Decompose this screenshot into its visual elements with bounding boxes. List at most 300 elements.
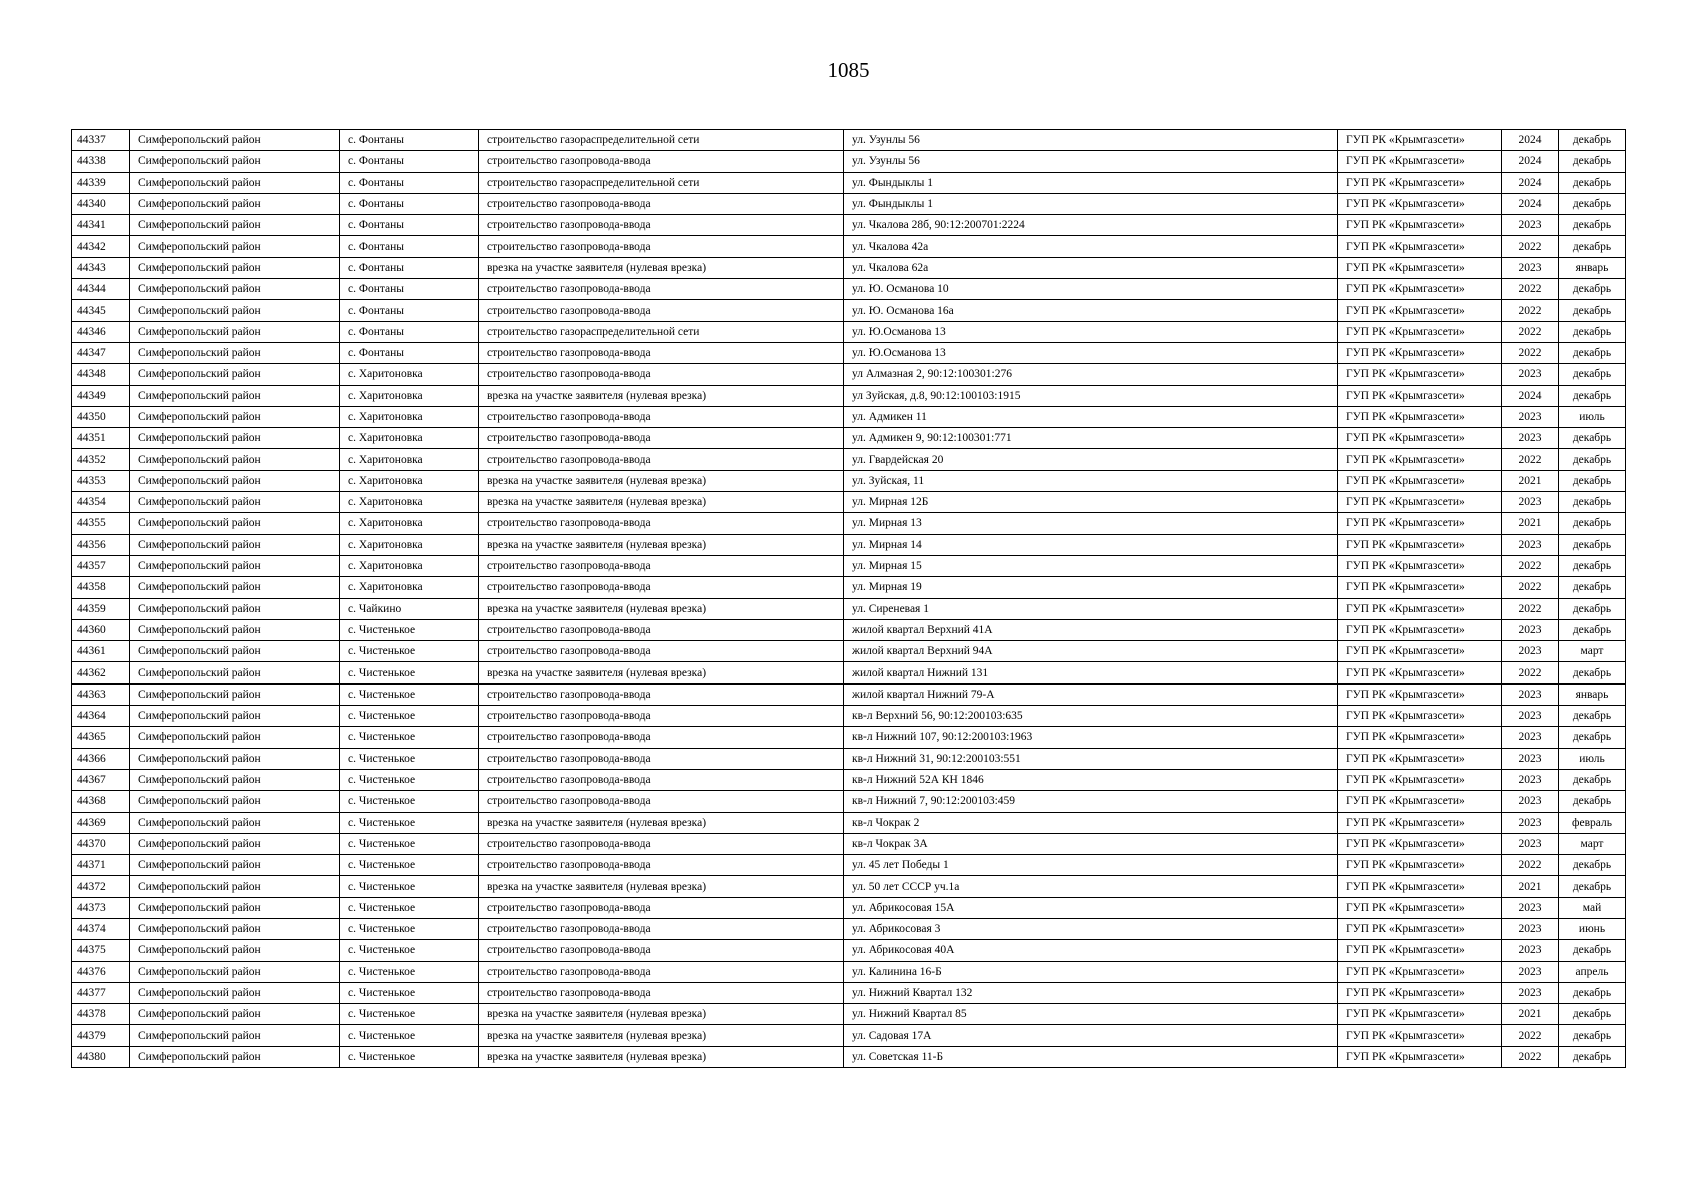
month-cell: декабрь [1559, 215, 1626, 236]
district-cell: Симферопольский район [130, 406, 340, 427]
row-number: 44352 [72, 449, 130, 470]
address-cell: ул. Сиреневая 1 [844, 598, 1338, 619]
address-cell: ул. 50 лет СССР уч.1а [844, 876, 1338, 897]
year-cell: 2023 [1502, 940, 1559, 961]
table-row [72, 833, 1626, 854]
month-cell: декабрь [1559, 279, 1626, 300]
table-row [72, 257, 1626, 278]
locality-cell: с. Чистенькое [340, 940, 479, 961]
table-row [72, 406, 1626, 427]
year-cell: 2023 [1502, 215, 1559, 236]
address-cell: кв-л Чокрак 2 [844, 812, 1338, 833]
year-cell: 2022 [1502, 236, 1559, 257]
row-number: 44343 [72, 257, 130, 278]
operator-cell: ГУП РК «Крымгазсети» [1338, 1004, 1502, 1025]
row-number: 44378 [72, 1004, 130, 1025]
locality-cell: с. Харитоновка [340, 364, 479, 385]
row-number: 44357 [72, 555, 130, 576]
table-row [72, 534, 1626, 555]
row-number: 44363 [72, 684, 130, 706]
year-cell: 2021 [1502, 876, 1559, 897]
district-cell: Симферопольский район [130, 855, 340, 876]
work-type-cell: врезка на участке заявителя (нулевая врезка) [479, 492, 844, 513]
address-cell: ул. Абрикосовая 40А [844, 940, 1338, 961]
locality-cell: с. Чистенькое [340, 1004, 479, 1025]
district-cell: Симферопольский район [130, 769, 340, 790]
operator-cell: ГУП РК «Крымгазсети» [1338, 727, 1502, 748]
year-cell: 2022 [1502, 555, 1559, 576]
year-cell: 2023 [1502, 748, 1559, 769]
month-cell: декабрь [1559, 449, 1626, 470]
locality-cell: с. Фонтаны [340, 300, 479, 321]
district-cell: Симферопольский район [130, 1004, 340, 1025]
address-cell: ул. Ю. Османова 10 [844, 279, 1338, 300]
work-type-cell: врезка на участке заявителя (нулевая врезка) [479, 1004, 844, 1025]
table-row [72, 279, 1626, 300]
address-cell: ул. Ю. Османова 16а [844, 300, 1338, 321]
district-cell: Симферопольский район [130, 257, 340, 278]
address-cell: ул. Абрикосовая 15А [844, 897, 1338, 918]
table-row [72, 982, 1626, 1003]
table-row [72, 855, 1626, 876]
month-cell: март [1559, 641, 1626, 662]
month-cell: апрель [1559, 961, 1626, 982]
table-row [72, 1046, 1626, 1067]
district-cell: Симферопольский район [130, 812, 340, 833]
locality-cell: с. Чистенькое [340, 1025, 479, 1046]
work-type-cell: строительство газопровода-ввода [479, 918, 844, 939]
locality-cell: с. Чистенькое [340, 918, 479, 939]
table-row [72, 172, 1626, 193]
row-number: 44353 [72, 470, 130, 491]
address-cell: ул. Ю.Османова 13 [844, 321, 1338, 342]
work-type-cell: врезка на участке заявителя (нулевая врезка) [479, 662, 844, 684]
operator-cell: ГУП РК «Крымгазсети» [1338, 513, 1502, 534]
address-cell: ул. Калинина 16-Б [844, 961, 1338, 982]
address-cell: ул. Абрикосовая 3 [844, 918, 1338, 939]
operator-cell: ГУП РК «Крымгазсети» [1338, 577, 1502, 598]
month-cell: декабрь [1559, 342, 1626, 363]
work-type-cell: строительство газопровода-ввода [479, 619, 844, 640]
row-number: 44377 [72, 982, 130, 1003]
district-cell: Симферопольский район [130, 748, 340, 769]
locality-cell: с. Чистенькое [340, 684, 479, 706]
operator-cell: ГУП РК «Крымгазсети» [1338, 130, 1502, 151]
year-cell: 2022 [1502, 321, 1559, 342]
month-cell: декабрь [1559, 172, 1626, 193]
address-cell: ул. 45 лет Победы 1 [844, 855, 1338, 876]
locality-cell: с. Харитоновка [340, 492, 479, 513]
address-cell: ул. Фындыклы 1 [844, 172, 1338, 193]
month-cell: декабрь [1559, 1004, 1626, 1025]
month-cell: декабрь [1559, 151, 1626, 172]
year-cell: 2023 [1502, 684, 1559, 706]
work-type-cell: строительство газопровода-ввода [479, 684, 844, 706]
year-cell: 2023 [1502, 833, 1559, 854]
table-row [72, 449, 1626, 470]
work-type-cell: строительство газопровода-ввода [479, 364, 844, 385]
table-row [72, 641, 1626, 662]
table-row [72, 130, 1626, 151]
work-type-cell: строительство газопровода-ввода [479, 641, 844, 662]
locality-cell: с. Харитоновка [340, 577, 479, 598]
district-cell: Симферопольский район [130, 897, 340, 918]
year-cell: 2023 [1502, 406, 1559, 427]
district-cell: Симферопольский район [130, 172, 340, 193]
month-cell: декабрь [1559, 982, 1626, 1003]
row-number: 44346 [72, 321, 130, 342]
year-cell: 2023 [1502, 897, 1559, 918]
district-cell: Симферопольский район [130, 684, 340, 706]
work-type-cell: врезка на участке заявителя (нулевая врезка) [479, 470, 844, 491]
row-number: 44370 [72, 833, 130, 854]
row-number: 44380 [72, 1046, 130, 1067]
work-type-cell: врезка на участке заявителя (нулевая врезка) [479, 1025, 844, 1046]
table-row [72, 876, 1626, 897]
work-type-cell: строительство газопровода-ввода [479, 982, 844, 1003]
district-cell: Симферопольский район [130, 727, 340, 748]
row-number: 44341 [72, 215, 130, 236]
year-cell: 2023 [1502, 918, 1559, 939]
year-cell: 2024 [1502, 151, 1559, 172]
operator-cell: ГУП РК «Крымгазсети» [1338, 833, 1502, 854]
address-cell: ул. Мирная 15 [844, 555, 1338, 576]
locality-cell: с. Фонтаны [340, 236, 479, 257]
locality-cell: с. Фонтаны [340, 172, 479, 193]
district-cell: Симферопольский район [130, 641, 340, 662]
operator-cell: ГУП РК «Крымгазсети» [1338, 706, 1502, 727]
locality-cell: с. Харитоновка [340, 513, 479, 534]
operator-cell: ГУП РК «Крымгазсети» [1338, 961, 1502, 982]
row-number: 44361 [72, 641, 130, 662]
page-number: 1085 [827, 58, 870, 82]
table-row [72, 364, 1626, 385]
month-cell: май [1559, 897, 1626, 918]
operator-cell: ГУП РК «Крымгазсети» [1338, 555, 1502, 576]
locality-cell: с. Чистенькое [340, 619, 479, 640]
locality-cell: с. Фонтаны [340, 257, 479, 278]
table-row [72, 619, 1626, 640]
work-type-cell: строительство газопровода-ввода [479, 769, 844, 790]
locality-cell: с. Харитоновка [340, 428, 479, 449]
month-cell: декабрь [1559, 855, 1626, 876]
district-cell: Симферопольский район [130, 534, 340, 555]
year-cell: 2023 [1502, 769, 1559, 790]
operator-cell: ГУП РК «Крымгазсети» [1338, 492, 1502, 513]
month-cell: декабрь [1559, 876, 1626, 897]
address-cell: кв-л Нижний 31, 90:12:200103:551 [844, 748, 1338, 769]
month-cell: март [1559, 833, 1626, 854]
year-cell: 2021 [1502, 513, 1559, 534]
locality-cell: с. Чистенькое [340, 727, 479, 748]
work-type-cell: строительство газораспределительной сети [479, 130, 844, 151]
locality-cell: с. Чистенькое [340, 748, 479, 769]
month-cell: декабрь [1559, 791, 1626, 812]
operator-cell: ГУП РК «Крымгазсети» [1338, 257, 1502, 278]
work-type-cell: врезка на участке заявителя (нулевая врезка) [479, 257, 844, 278]
row-number: 44338 [72, 151, 130, 172]
operator-cell: ГУП РК «Крымгазсети» [1338, 897, 1502, 918]
address-cell: кв-л Верхний 56, 90:12:200103:635 [844, 706, 1338, 727]
locality-cell: с. Чистенькое [340, 961, 479, 982]
row-number: 44365 [72, 727, 130, 748]
row-number: 44364 [72, 706, 130, 727]
table-row [72, 385, 1626, 406]
operator-cell: ГУП РК «Крымгазсети» [1338, 300, 1502, 321]
locality-cell: с. Фонтаны [340, 215, 479, 236]
table-row [72, 470, 1626, 491]
operator-cell: ГУП РК «Крымгазсети» [1338, 470, 1502, 491]
row-number: 44379 [72, 1025, 130, 1046]
year-cell: 2023 [1502, 619, 1559, 640]
district-cell: Симферопольский район [130, 791, 340, 812]
work-type-cell: строительство газораспределительной сети [479, 321, 844, 342]
year-cell: 2023 [1502, 641, 1559, 662]
work-type-cell: строительство газопровода-ввода [479, 449, 844, 470]
table-row [72, 662, 1626, 684]
work-type-cell: врезка на участке заявителя (нулевая врезка) [479, 385, 844, 406]
table-row [72, 428, 1626, 449]
address-cell: кв-л Нижний 52А КН 1846 [844, 769, 1338, 790]
locality-cell: с. Чистенькое [340, 982, 479, 1003]
address-cell: ул. Адмикен 9, 90:12:100301:771 [844, 428, 1338, 449]
work-type-cell: строительство газопровода-ввода [479, 428, 844, 449]
address-cell: ул. Нижний Квартал 85 [844, 1004, 1338, 1025]
address-cell: кв-л Нижний 107, 90:12:200103:1963 [844, 727, 1338, 748]
table-row [72, 897, 1626, 918]
work-type-cell: строительство газопровода-ввода [479, 555, 844, 576]
year-cell: 2024 [1502, 193, 1559, 214]
operator-cell: ГУП РК «Крымгазсети» [1338, 662, 1502, 684]
locality-cell: с. Фонтаны [340, 151, 479, 172]
locality-cell: с. Чистенькое [340, 791, 479, 812]
address-cell: ул. Садовая 17А [844, 1025, 1338, 1046]
month-cell: декабрь [1559, 940, 1626, 961]
year-cell: 2024 [1502, 130, 1559, 151]
year-cell: 2022 [1502, 279, 1559, 300]
month-cell: декабрь [1559, 193, 1626, 214]
address-cell: ул. Гвардейская 20 [844, 449, 1338, 470]
table-row [72, 321, 1626, 342]
month-cell: декабрь [1559, 428, 1626, 449]
operator-cell: ГУП РК «Крымгазсети» [1338, 598, 1502, 619]
row-number: 44374 [72, 918, 130, 939]
table-row [72, 492, 1626, 513]
district-cell: Симферопольский район [130, 193, 340, 214]
address-cell: кв-л Чокрак 3А [844, 833, 1338, 854]
address-cell: жилой квартал Нижний 131 [844, 662, 1338, 684]
operator-cell: ГУП РК «Крымгазсети» [1338, 385, 1502, 406]
year-cell: 2024 [1502, 385, 1559, 406]
operator-cell: ГУП РК «Крымгазсети» [1338, 855, 1502, 876]
district-cell: Симферопольский район [130, 279, 340, 300]
operator-cell: ГУП РК «Крымгазсети» [1338, 748, 1502, 769]
year-cell: 2022 [1502, 598, 1559, 619]
address-cell: жилой квартал Нижний 79-А [844, 684, 1338, 706]
gasification-table [71, 129, 1626, 1068]
address-cell: ул. Нижний Квартал 132 [844, 982, 1338, 1003]
address-cell: ул. Советская 11-Б [844, 1046, 1338, 1067]
operator-cell: ГУП РК «Крымгазсети» [1338, 812, 1502, 833]
operator-cell: ГУП РК «Крымгазсети» [1338, 236, 1502, 257]
table-row [72, 769, 1626, 790]
work-type-cell: строительство газопровода-ввода [479, 940, 844, 961]
district-cell: Симферопольский район [130, 321, 340, 342]
year-cell: 2023 [1502, 706, 1559, 727]
year-cell: 2023 [1502, 982, 1559, 1003]
address-cell: жилой квартал Верхний 41А [844, 619, 1338, 640]
work-type-cell: врезка на участке заявителя (нулевая врезка) [479, 534, 844, 555]
operator-cell: ГУП РК «Крымгазсети» [1338, 151, 1502, 172]
year-cell: 2022 [1502, 1025, 1559, 1046]
district-cell: Симферопольский район [130, 364, 340, 385]
work-type-cell: строительство газопровода-ввода [479, 791, 844, 812]
row-number: 44337 [72, 130, 130, 151]
table-row [72, 918, 1626, 939]
address-cell: ул. Адмикен 11 [844, 406, 1338, 427]
district-cell: Симферопольский район [130, 236, 340, 257]
district-cell: Симферопольский район [130, 876, 340, 897]
operator-cell: ГУП РК «Крымгазсети» [1338, 791, 1502, 812]
operator-cell: ГУП РК «Крымгазсети» [1338, 279, 1502, 300]
district-cell: Симферопольский район [130, 300, 340, 321]
year-cell: 2022 [1502, 449, 1559, 470]
operator-cell: ГУП РК «Крымгазсети» [1338, 321, 1502, 342]
operator-cell: ГУП РК «Крымгазсети» [1338, 172, 1502, 193]
locality-cell: с. Фонтаны [340, 342, 479, 363]
year-cell: 2023 [1502, 791, 1559, 812]
operator-cell: ГУП РК «Крымгазсети» [1338, 406, 1502, 427]
operator-cell: ГУП РК «Крымгазсети» [1338, 769, 1502, 790]
work-type-cell: строительство газопровода-ввода [479, 961, 844, 982]
district-cell: Симферопольский район [130, 428, 340, 449]
table-row [72, 555, 1626, 576]
district-cell: Симферопольский район [130, 598, 340, 619]
month-cell: январь [1559, 684, 1626, 706]
row-number: 44373 [72, 897, 130, 918]
month-cell: декабрь [1559, 492, 1626, 513]
operator-cell: ГУП РК «Крымгазсети» [1338, 641, 1502, 662]
work-type-cell: строительство газопровода-ввода [479, 706, 844, 727]
district-cell: Симферопольский район [130, 385, 340, 406]
year-cell: 2023 [1502, 727, 1559, 748]
locality-cell: с. Харитоновка [340, 534, 479, 555]
work-type-cell: строительство газопровода-ввода [479, 833, 844, 854]
month-cell: декабрь [1559, 619, 1626, 640]
row-number: 44362 [72, 662, 130, 684]
row-number: 44340 [72, 193, 130, 214]
row-number: 44339 [72, 172, 130, 193]
month-cell: декабрь [1559, 236, 1626, 257]
row-number: 44350 [72, 406, 130, 427]
address-cell: ул Зуйская, д.8, 90:12:100103:1915 [844, 385, 1338, 406]
operator-cell: ГУП РК «Крымгазсети» [1338, 428, 1502, 449]
address-cell: ул. Чкалова 42а [844, 236, 1338, 257]
year-cell: 2023 [1502, 534, 1559, 555]
district-cell: Симферопольский район [130, 513, 340, 534]
month-cell: декабрь [1559, 1046, 1626, 1067]
row-number: 44360 [72, 619, 130, 640]
district-cell: Симферопольский район [130, 982, 340, 1003]
row-number: 44369 [72, 812, 130, 833]
operator-cell: ГУП РК «Крымгазсети» [1338, 918, 1502, 939]
table-row [72, 1025, 1626, 1046]
work-type-cell: строительство газопровода-ввода [479, 855, 844, 876]
operator-cell: ГУП РК «Крымгазсети» [1338, 215, 1502, 236]
year-cell: 2022 [1502, 300, 1559, 321]
operator-cell: ГУП РК «Крымгазсети» [1338, 534, 1502, 555]
address-cell: ул. Узунлы 56 [844, 151, 1338, 172]
month-cell: декабрь [1559, 662, 1626, 684]
locality-cell: с. Харитоновка [340, 449, 479, 470]
row-number: 44356 [72, 534, 130, 555]
work-type-cell: строительство газопровода-ввода [479, 279, 844, 300]
district-cell: Симферопольский район [130, 215, 340, 236]
work-type-cell: строительство газопровода-ввода [479, 342, 844, 363]
month-cell: декабрь [1559, 321, 1626, 342]
row-number: 44347 [72, 342, 130, 363]
table-row [72, 577, 1626, 598]
row-number: 44345 [72, 300, 130, 321]
year-cell: 2022 [1502, 855, 1559, 876]
month-cell: декабрь [1559, 513, 1626, 534]
district-cell: Симферопольский район [130, 130, 340, 151]
work-type-cell: строительство газопровода-ввода [479, 748, 844, 769]
locality-cell: с. Харитоновка [340, 385, 479, 406]
year-cell: 2023 [1502, 364, 1559, 385]
locality-cell: с. Фонтаны [340, 279, 479, 300]
month-cell: июль [1559, 406, 1626, 427]
month-cell: декабрь [1559, 769, 1626, 790]
year-cell: 2023 [1502, 428, 1559, 449]
operator-cell: ГУП РК «Крымгазсети» [1338, 982, 1502, 1003]
month-cell: декабрь [1559, 470, 1626, 491]
district-cell: Симферопольский район [130, 662, 340, 684]
work-type-cell: врезка на участке заявителя (нулевая врезка) [479, 812, 844, 833]
table-row [72, 300, 1626, 321]
year-cell: 2023 [1502, 257, 1559, 278]
table-row [72, 151, 1626, 172]
district-cell: Симферопольский район [130, 619, 340, 640]
row-number: 44355 [72, 513, 130, 534]
address-cell: ул. Фындыклы 1 [844, 193, 1338, 214]
month-cell: июнь [1559, 918, 1626, 939]
district-cell: Симферопольский район [130, 151, 340, 172]
work-type-cell: врезка на участке заявителя (нулевая врезка) [479, 598, 844, 619]
district-cell: Симферопольский район [130, 961, 340, 982]
month-cell: декабрь [1559, 130, 1626, 151]
operator-cell: ГУП РК «Крымгазсети» [1338, 193, 1502, 214]
locality-cell: с. Чистенькое [340, 769, 479, 790]
address-cell: ул Алмазная 2, 90:12:100301:276 [844, 364, 1338, 385]
operator-cell: ГУП РК «Крымгазсети» [1338, 1025, 1502, 1046]
table-row [72, 215, 1626, 236]
month-cell: декабрь [1559, 1025, 1626, 1046]
table-row [72, 940, 1626, 961]
operator-cell: ГУП РК «Крымгазсети» [1338, 619, 1502, 640]
month-cell: декабрь [1559, 364, 1626, 385]
district-cell: Симферопольский район [130, 449, 340, 470]
year-cell: 2023 [1502, 961, 1559, 982]
district-cell: Симферопольский район [130, 940, 340, 961]
work-type-cell: строительство газопровода-ввода [479, 215, 844, 236]
table-row [72, 684, 1626, 706]
year-cell: 2023 [1502, 492, 1559, 513]
district-cell: Симферопольский район [130, 706, 340, 727]
operator-cell: ГУП РК «Крымгазсети» [1338, 876, 1502, 897]
work-type-cell: строительство газопровода-ввода [479, 193, 844, 214]
table-row [72, 748, 1626, 769]
